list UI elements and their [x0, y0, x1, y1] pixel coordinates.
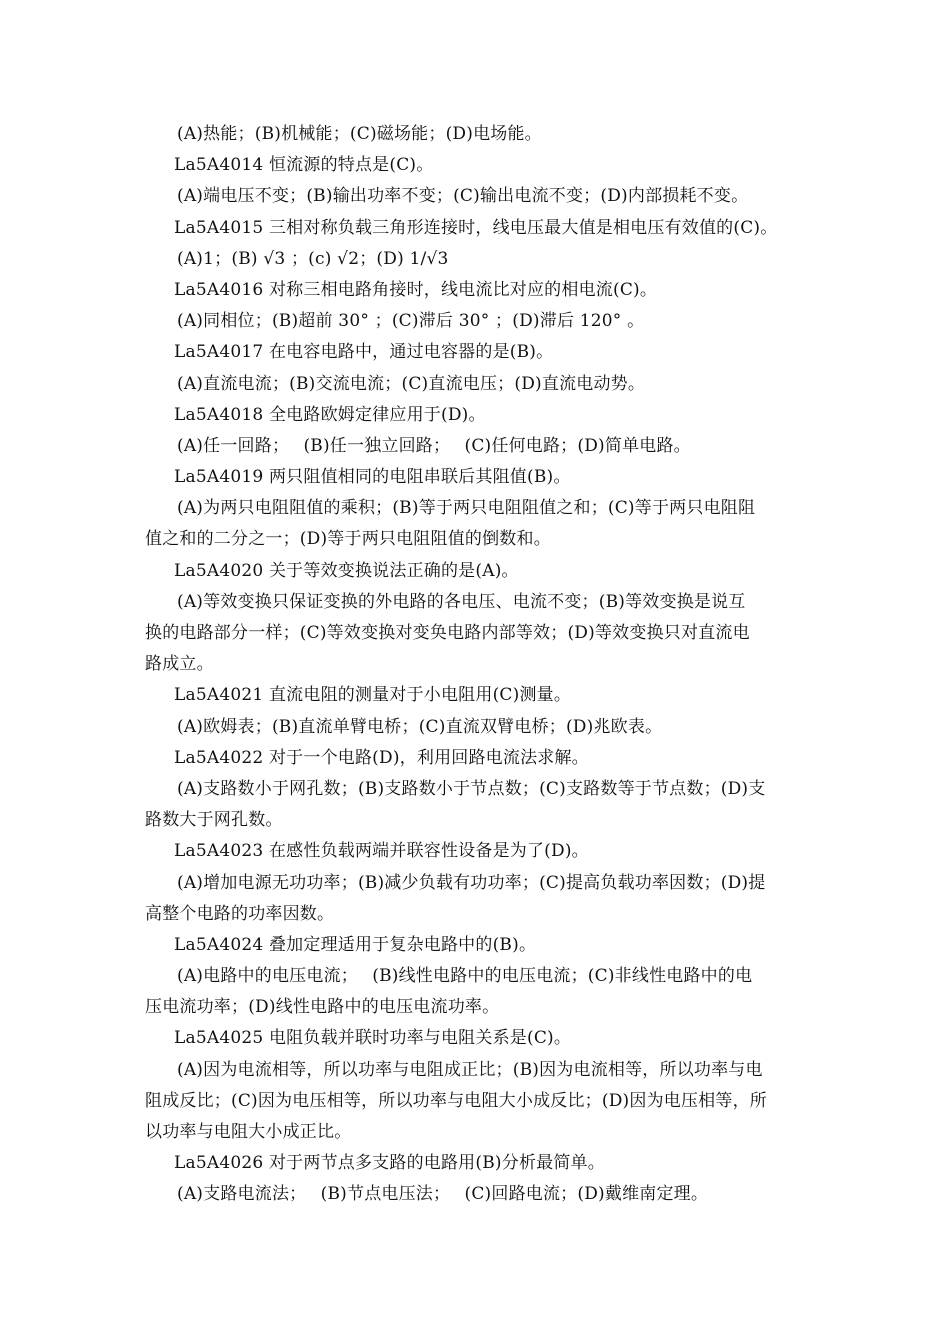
continuation-line: 路成立。: [145, 654, 214, 675]
continuation-line: 路数大于网孔数。: [145, 810, 283, 831]
option-line: (A)支路电流法； (B)节点电压法； (C)回路电流；(D)戴维南定理。: [177, 1184, 709, 1205]
document-body: [145, 119, 810, 1211]
continuation-line: 以功率与电阻大小成正比。: [145, 1122, 352, 1142]
option-line: (A)端电压不变；(B)输出功率不变；(C)输出电流不变；(D)内部损耗不变。: [177, 186, 749, 207]
continuation-line: 值之和的二分之一；(D)等于两只电阻阻值的倒数和。: [145, 529, 551, 550]
option-line: (A)为两只电阻阻值的乘积；(B)等于两只电阻阻值之和；(C)等于两只电阻阻: [177, 498, 756, 519]
option-line: (A)同相位；(B)超前 30° ；(C)滞后 30° ；(D)滞后 120° 。: [177, 311, 645, 332]
option-line: (A)因为电流相等，所以功率与电阻成正比；(B)因为电流相等，所以功率与电: [177, 1059, 763, 1080]
option-line: (A)支路数小于网孔数；(B)支路数小于节点数；(C)支路数等于节点数；(D)支: [177, 778, 766, 799]
question-line: La5A4024 叠加定理适用于复杂电路中的(B)。: [174, 934, 537, 955]
option-line: (A)1；(B) √3 ；(c) √2；(D) 1/√3: [177, 248, 449, 269]
question-line: La5A4026 对于两节点多支路的电路用(B)分析最简单。: [174, 1153, 605, 1174]
continuation-line: 换的电路部分一样；(C)等效变换对变奂电路内部等效；(D)等效变换只对直流电: [145, 623, 750, 643]
question-line: La5A4022 对于一个电路(D)，利用回路电流法求解。: [174, 747, 589, 768]
option-line: (A)等效变换只保证变换的外电路的各电压、电流不变；(B)等效变换是说互: [177, 591, 746, 612]
question-line: La5A4014 恒流源的特点是(C)。: [174, 155, 434, 176]
continuation-line: 阻成反比；(C)因为电压相等，所以功率与电阻大小成反比；(D)因为电压相等，所: [145, 1090, 767, 1111]
continuation-line: 高整个电路的功率因数。: [145, 903, 335, 924]
question-line: La5A4020 关于等效变换说法正确的是(A)。: [174, 560, 519, 581]
continuation-line: 压电流功率；(D)线性电路中的电压电流功率。: [145, 997, 500, 1018]
question-line: La5A4015 三相对称负载三角形连接时，线电压最大值是相电压有效值的(C)。: [174, 217, 778, 238]
option-line: (A)热能；(B)机械能；(C)磁场能；(D)电场能。: [177, 124, 542, 144]
option-line: (A)直流电流；(B)交流电流；(C)直流电压；(D)直流电动势。: [177, 373, 646, 394]
option-line: (A)任一回路； (B)任一独立回路； (C)任何电路；(D)简单电路。: [177, 435, 691, 456]
question-line: La5A4025 电阻负载并联时功率与电阻关系是(C)。: [174, 1028, 572, 1049]
question-line: La5A4019 两只阻值相同的电阻串联后其阻值(B)。: [174, 467, 571, 488]
question-line: La5A4018 全电路欧姆定律应用于(D)。: [174, 404, 486, 425]
question-line: La5A4023 在感性负载两端并联容性设备是为了(D)。: [174, 841, 589, 862]
question-line: La5A4017 在电容电路中，通过电容器的是(B)。: [174, 342, 554, 363]
option-line: (A)欧姆表；(B)直流单臂电桥；(C)直流双臂电桥；(D)兆欧表。: [177, 716, 663, 737]
question-line: La5A4016 对称三相电路角接时，线电流比对应的相电流(C)。: [174, 279, 658, 300]
option-line: (A)电路中的电压电流； (B)线性电路中的电压电流；(C)非线性电路中的电: [177, 966, 753, 987]
option-line: (A)增加电源无功功率；(B)减少负载有功功率；(C)提高负载功率因数；(D)提: [177, 872, 766, 893]
question-line: La5A4021 直流电阻的测量对于小电阻用(C)测量。: [174, 685, 572, 706]
